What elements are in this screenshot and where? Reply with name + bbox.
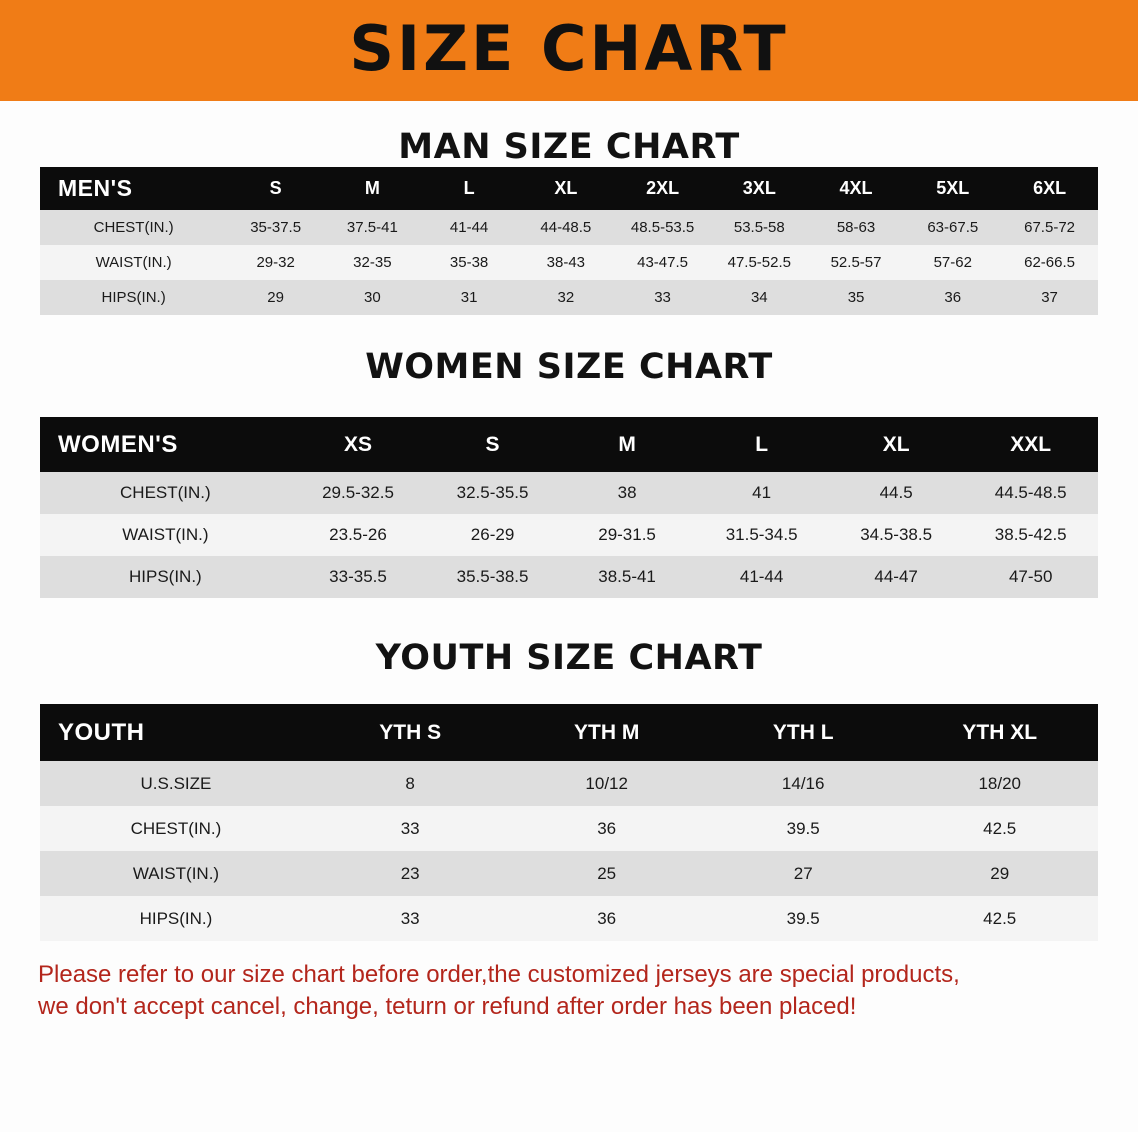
table-cell: 44.5-48.5 [963, 472, 1098, 514]
table-cell: 47-50 [963, 556, 1098, 598]
row-header: CHEST(IN.) [40, 210, 227, 245]
column-header: L [694, 417, 829, 472]
table-cell: 32.5-35.5 [425, 472, 560, 514]
table-cell: 35-37.5 [227, 210, 324, 245]
spacer [0, 387, 1138, 417]
table-cell: 42.5 [901, 896, 1098, 941]
table-cell: 42.5 [901, 806, 1098, 851]
youth-table-body [40, 761, 1098, 941]
footer-note-line-1: Please refer to our size chart before order,the customized jerseys are special products, [38, 961, 960, 988]
table-cell: 33 [312, 806, 509, 851]
table-row [40, 210, 1098, 245]
table-cell: 48.5-53.5 [614, 210, 711, 245]
women-table-head [40, 417, 1098, 472]
table-cell: 23 [312, 851, 509, 896]
table-cell: 38 [560, 472, 695, 514]
table-row [40, 556, 1098, 598]
row-header: WAIST(IN.) [40, 851, 312, 896]
header-banner [0, 0, 1138, 101]
table-cell: 32-35 [324, 245, 421, 280]
table-cell: 33 [312, 896, 509, 941]
column-header: 6XL [1001, 167, 1098, 210]
row-header: HIPS(IN.) [40, 556, 291, 598]
table-cell: 34 [711, 280, 808, 315]
row-header: HIPS(IN.) [40, 896, 312, 941]
table-cell: 52.5-57 [808, 245, 905, 280]
table-cell: 44.5 [829, 472, 964, 514]
table-cell: 32 [517, 280, 614, 315]
column-header: YTH XL [901, 704, 1098, 761]
table-cell: 53.5-58 [711, 210, 808, 245]
table-cell: 36 [904, 280, 1001, 315]
table-cell: 26-29 [425, 514, 560, 556]
table-row [40, 806, 1098, 851]
table-cell: 36 [508, 806, 705, 851]
table-cell: 8 [312, 761, 509, 806]
table-cell: 39.5 [705, 896, 902, 941]
table-cell: 37 [1001, 280, 1098, 315]
column-header: YTH L [705, 704, 902, 761]
table-cell: 27 [705, 851, 902, 896]
table-cell: 29.5-32.5 [291, 472, 426, 514]
table-header-row [40, 417, 1098, 472]
row-header: WAIST(IN.) [40, 514, 291, 556]
youth-section-title: YOUTH SIZE CHART [375, 638, 763, 678]
man-table-head [40, 167, 1098, 210]
youth-table-head [40, 704, 1098, 761]
spacer [0, 678, 1138, 704]
column-header: L [421, 167, 518, 210]
table-cell: 36 [508, 896, 705, 941]
youth-size-table [40, 704, 1098, 941]
table-header-row [40, 167, 1098, 210]
table-cell: 35.5-38.5 [425, 556, 560, 598]
table-cell: 25 [508, 851, 705, 896]
footer-note [38, 959, 1100, 1024]
table-cell: 35 [808, 280, 905, 315]
table-corner-header: YOUTH [40, 704, 312, 761]
column-header: 4XL [808, 167, 905, 210]
table-corner-header: MEN'S [40, 167, 227, 210]
table-cell: 31.5-34.5 [694, 514, 829, 556]
youth-table-wrap [0, 704, 1138, 941]
column-header: XXL [963, 417, 1098, 472]
table-cell: 43-47.5 [614, 245, 711, 280]
table-corner-header: WOMEN'S [40, 417, 291, 472]
table-cell: 35-38 [421, 245, 518, 280]
table-row [40, 851, 1098, 896]
table-cell: 58-63 [808, 210, 905, 245]
table-cell: 38-43 [517, 245, 614, 280]
table-cell: 62-66.5 [1001, 245, 1098, 280]
table-row [40, 896, 1098, 941]
column-header: S [425, 417, 560, 472]
table-cell: 63-67.5 [904, 210, 1001, 245]
table-cell: 33 [614, 280, 711, 315]
table-cell: 34.5-38.5 [829, 514, 964, 556]
table-row [40, 245, 1098, 280]
table-cell: 41 [694, 472, 829, 514]
column-header: YTH M [508, 704, 705, 761]
table-cell: 41-44 [694, 556, 829, 598]
column-header: S [227, 167, 324, 210]
column-header: XL [829, 417, 964, 472]
table-row [40, 761, 1098, 806]
table-cell: 29-32 [227, 245, 324, 280]
column-header: 2XL [614, 167, 711, 210]
table-cell: 47.5-52.5 [711, 245, 808, 280]
table-cell: 57-62 [904, 245, 1001, 280]
table-cell: 10/12 [508, 761, 705, 806]
footer-note-line-2: we don't accept cancel, change, teturn or refund after order has been placed! [38, 993, 857, 1021]
table-row [40, 514, 1098, 556]
table-cell: 38.5-42.5 [963, 514, 1098, 556]
women-table-wrap [0, 417, 1138, 598]
table-cell: 39.5 [705, 806, 902, 851]
row-header: CHEST(IN.) [40, 806, 312, 851]
table-cell: 29 [901, 851, 1098, 896]
column-header: M [324, 167, 421, 210]
column-header: XL [517, 167, 614, 210]
table-cell: 18/20 [901, 761, 1098, 806]
row-header: HIPS(IN.) [40, 280, 227, 315]
table-cell: 29-31.5 [560, 514, 695, 556]
women-section-title: WOMEN SIZE CHART [365, 347, 773, 387]
table-cell: 31 [421, 280, 518, 315]
row-header: U.S.SIZE [40, 761, 312, 806]
table-row [40, 280, 1098, 315]
women-size-table [40, 417, 1098, 598]
row-header: WAIST(IN.) [40, 245, 227, 280]
table-cell: 29 [227, 280, 324, 315]
women-table-body [40, 472, 1098, 598]
column-header: YTH S [312, 704, 509, 761]
page-title: SIZE CHART [349, 11, 789, 85]
table-cell: 37.5-41 [324, 210, 421, 245]
column-header: 5XL [904, 167, 1001, 210]
man-table-body [40, 210, 1098, 315]
column-header: 3XL [711, 167, 808, 210]
man-section-title: MAN SIZE CHART [398, 127, 740, 167]
table-cell: 44-47 [829, 556, 964, 598]
table-header-row [40, 704, 1098, 761]
man-table-wrap [0, 167, 1138, 315]
table-cell: 33-35.5 [291, 556, 426, 598]
column-header: M [560, 417, 695, 472]
column-header: XS [291, 417, 426, 472]
table-cell: 67.5-72 [1001, 210, 1098, 245]
table-cell: 44-48.5 [517, 210, 614, 245]
table-cell: 14/16 [705, 761, 902, 806]
man-size-table [40, 167, 1098, 315]
table-cell: 30 [324, 280, 421, 315]
table-row [40, 472, 1098, 514]
table-cell: 23.5-26 [291, 514, 426, 556]
table-cell: 41-44 [421, 210, 518, 245]
row-header: CHEST(IN.) [40, 472, 291, 514]
table-cell: 38.5-41 [560, 556, 695, 598]
